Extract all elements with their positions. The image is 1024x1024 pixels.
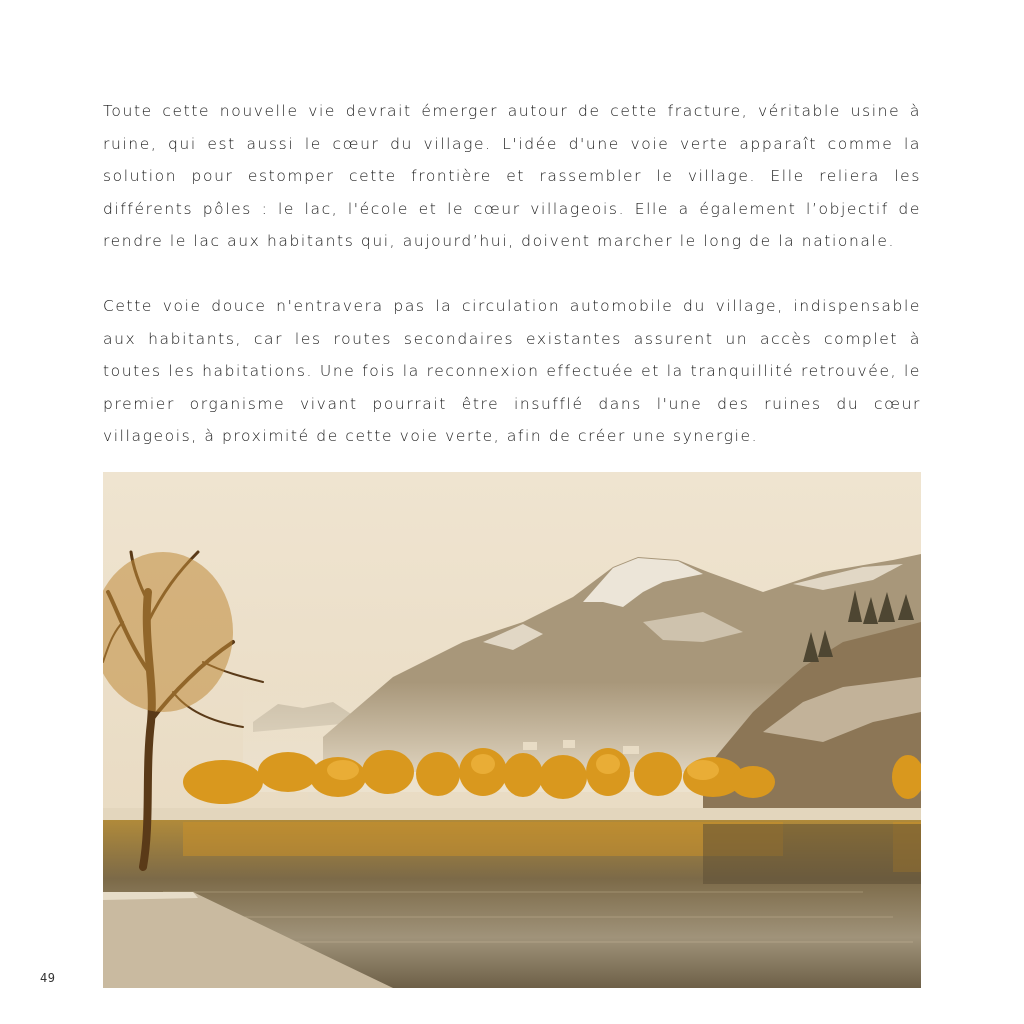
body-text xyxy=(103,95,921,453)
page-number: 49 xyxy=(40,971,56,985)
lake-landscape-photo xyxy=(103,472,921,988)
paragraph-1: Toute cette nouvelle vie devrait émerger autour de cette fracture, véritable usine à ruine, qui est aussi le cœur du village. L'idée d'une voie verte apparaît comme la solution pour estomper cette frontière et rassembler le village. Elle reliera les différents pôles : le lac, l'école et le cœur villageois. Elle a également l’objectif de rendre le lac aux habitants qui, aujourd’hui, doivent marcher le long de la nationale. xyxy=(103,102,921,250)
shoreline xyxy=(103,808,921,822)
paragraph-2: Cette voie douce n'entravera pas la circulation automobile du village, indispensable aux habitants, car les routes secondaires existantes assurent un accès complet à toutes les habitations. Une fois la reconnexion effectuée et la tranquillité retrouvée, le premier organisme vivant pourrait être insufflé dans l'une des ruines du cœur villageois, à proximité de cette voie verte, afin de créer une synergie. xyxy=(103,297,921,445)
